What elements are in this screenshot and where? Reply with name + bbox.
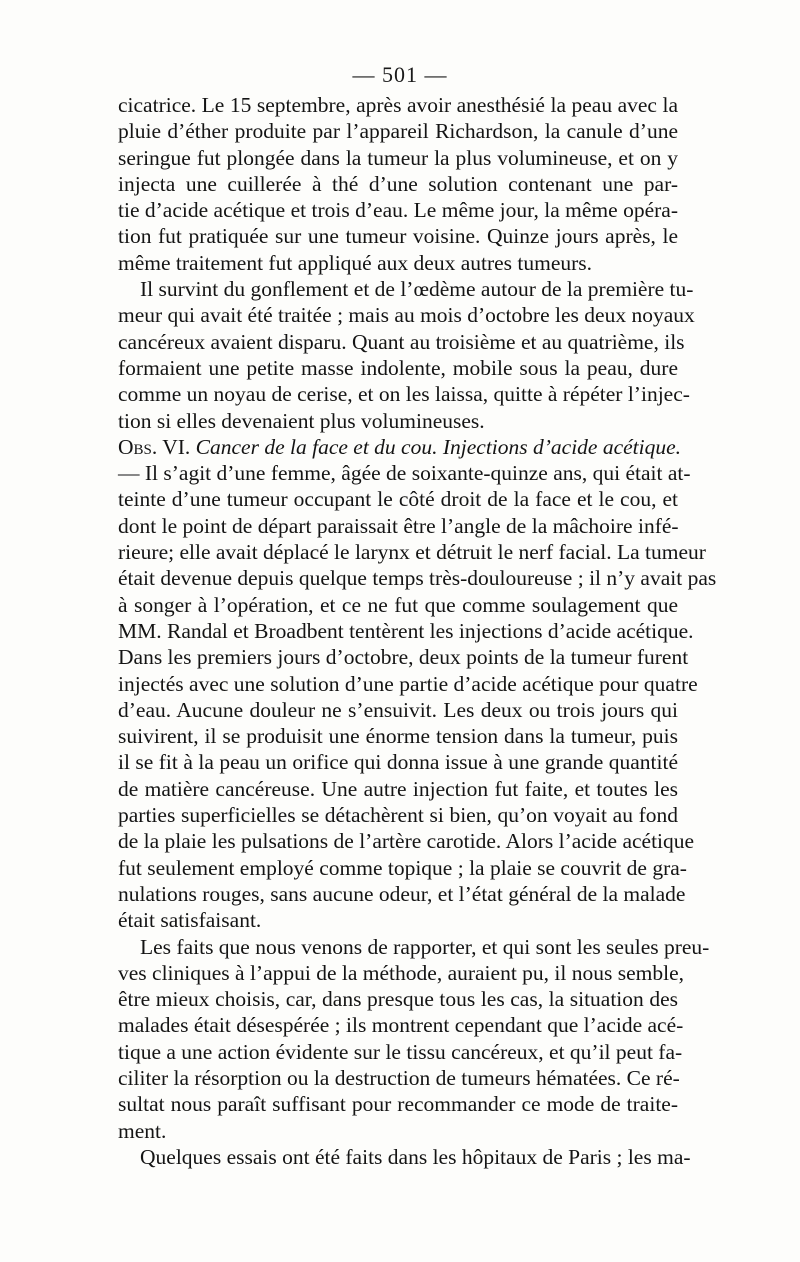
text-line: fut seulement employé comme topique ; la plaie se couvrit de gra- (118, 855, 687, 880)
text-line: de la plaie les pulsations de l’artère carotide. Alors l’acide acétique (118, 829, 695, 854)
text-line: cicatrice. Le 15 septembre, après avoir anesthésié la peau avec la (118, 93, 678, 117)
text-line: seringue fut plongée dans la tumeur la plus volumineuse, et on y (118, 145, 678, 170)
text-line: Il survint du gonflement et de l’œdème autour de la première tu- (140, 277, 694, 302)
observation-title: Cancer de la face et du cou. Injections d’acide acétique. (195, 434, 682, 459)
text-line: à songer à l’opération, et ce ne fut que comme soulagement que (118, 592, 678, 617)
text-line: ves cliniques à l’appui de la méthode, auraient pu, il nous semble, (118, 960, 685, 985)
text-line: tion fut pratiquée sur une tumeur voisine. Quinze jours après, le (118, 224, 678, 249)
text-line: ciliter la résorption ou la destruction de tumeurs hématées. Ce ré- (118, 1065, 680, 1090)
text-line: d’eau. Aucune douleur ne s’ensuivit. Les deux ou trois jours qui (118, 697, 678, 722)
text-line: injecta une cuillerée à thé d’une solution contenant une par- (118, 171, 678, 196)
text-line: rieure; elle avait déplacé le larynx et détruit le nerf facial. La tumeur (118, 540, 706, 565)
text-line: pluie d’éther produite par l’appareil Richardson, la canule d’une (118, 119, 678, 144)
text-line: tie d’acide acétique et trois d’eau. Le même jour, la même opéra- (118, 198, 678, 223)
text-line: de matière cancéreuse. Une autre injection fut faite, et toutes les (118, 776, 678, 801)
page-number: — 501 — (352, 62, 448, 87)
text-line: être mieux choisis, car, dans presque tous les cas, la situation des (118, 987, 678, 1012)
text-line: était devenue depuis quelque temps très-douloureuse ; il n’y avait pas (118, 566, 717, 591)
text-line: tique a une action évidente sur le tissu cancéreux, et qu’il peut fa- (118, 1039, 683, 1064)
text-line: ment. (118, 1118, 167, 1143)
observation-label: Obs. VI. (118, 434, 191, 459)
text-line: Quelques essais ont été faits dans les hôpitaux de Paris ; les ma- (140, 1144, 691, 1169)
text-line: cancéreux avaient disparu. Quant au troisième et au quatrième, ils (118, 329, 685, 354)
text-line: dont le point de départ paraissait être l’angle de la mâchoire infé- (118, 513, 679, 538)
page-text (118, 92, 717, 1170)
paragraph-group-2 (118, 460, 717, 1170)
text-line: Les faits que nous venons de rapporter, et qui sont les seules preu- (140, 934, 710, 959)
text-line: Dans les premiers jours d’octobre, deux points de la tumeur furent (118, 645, 689, 670)
text-line: comme un noyau de cerise, et on les laissa, quitte à répéter l’injec- (118, 382, 690, 407)
text-line: teinte d’une tumeur occupant le côté droit de la face et le cou, et (118, 487, 678, 512)
text-line: injectés avec une solution d’une partie d’acide acétique pour quatre (118, 671, 698, 696)
observation-heading (118, 434, 682, 460)
text-line: formaient une petite masse indolente, mobile sous la peau, dure (118, 355, 678, 380)
text-line: tion si elles devenaient plus volumineuses. (118, 408, 485, 433)
paragraph-group-1 (118, 92, 695, 434)
text-line: même traitement fut appliqué aux deux autres tumeurs. (118, 250, 593, 275)
text-line: MM. Randal et Broadbent tentèrent les injections d’acide acétique. (118, 618, 694, 643)
text-line: malades était désespérée ; ils montrent cependant que l’acide acé- (118, 1013, 684, 1038)
text-line: suivirent, il se produisit une énorme tension dans la tumeur, puis (118, 724, 678, 749)
text-line: était satisfaisant. (118, 908, 262, 933)
text-line: sultat nous paraît suffisant pour recommander ce mode de traite- (118, 1092, 678, 1117)
text-line: meur qui avait été traitée ; mais au mois d’octobre les deux noyaux (118, 303, 695, 328)
text-line: il se fit à la peau un orifice qui donna issue à une grande quantité (118, 750, 678, 775)
text-line: nulations rouges, sans aucune odeur, et l’état général de la malade (118, 881, 686, 906)
text-line: parties superficielles se détachèrent si bien, qu’on voyait au fond (118, 803, 678, 828)
text-line: — Il s’agit d’une femme, âgée de soixante-quinze ans, qui était at- (118, 461, 691, 486)
